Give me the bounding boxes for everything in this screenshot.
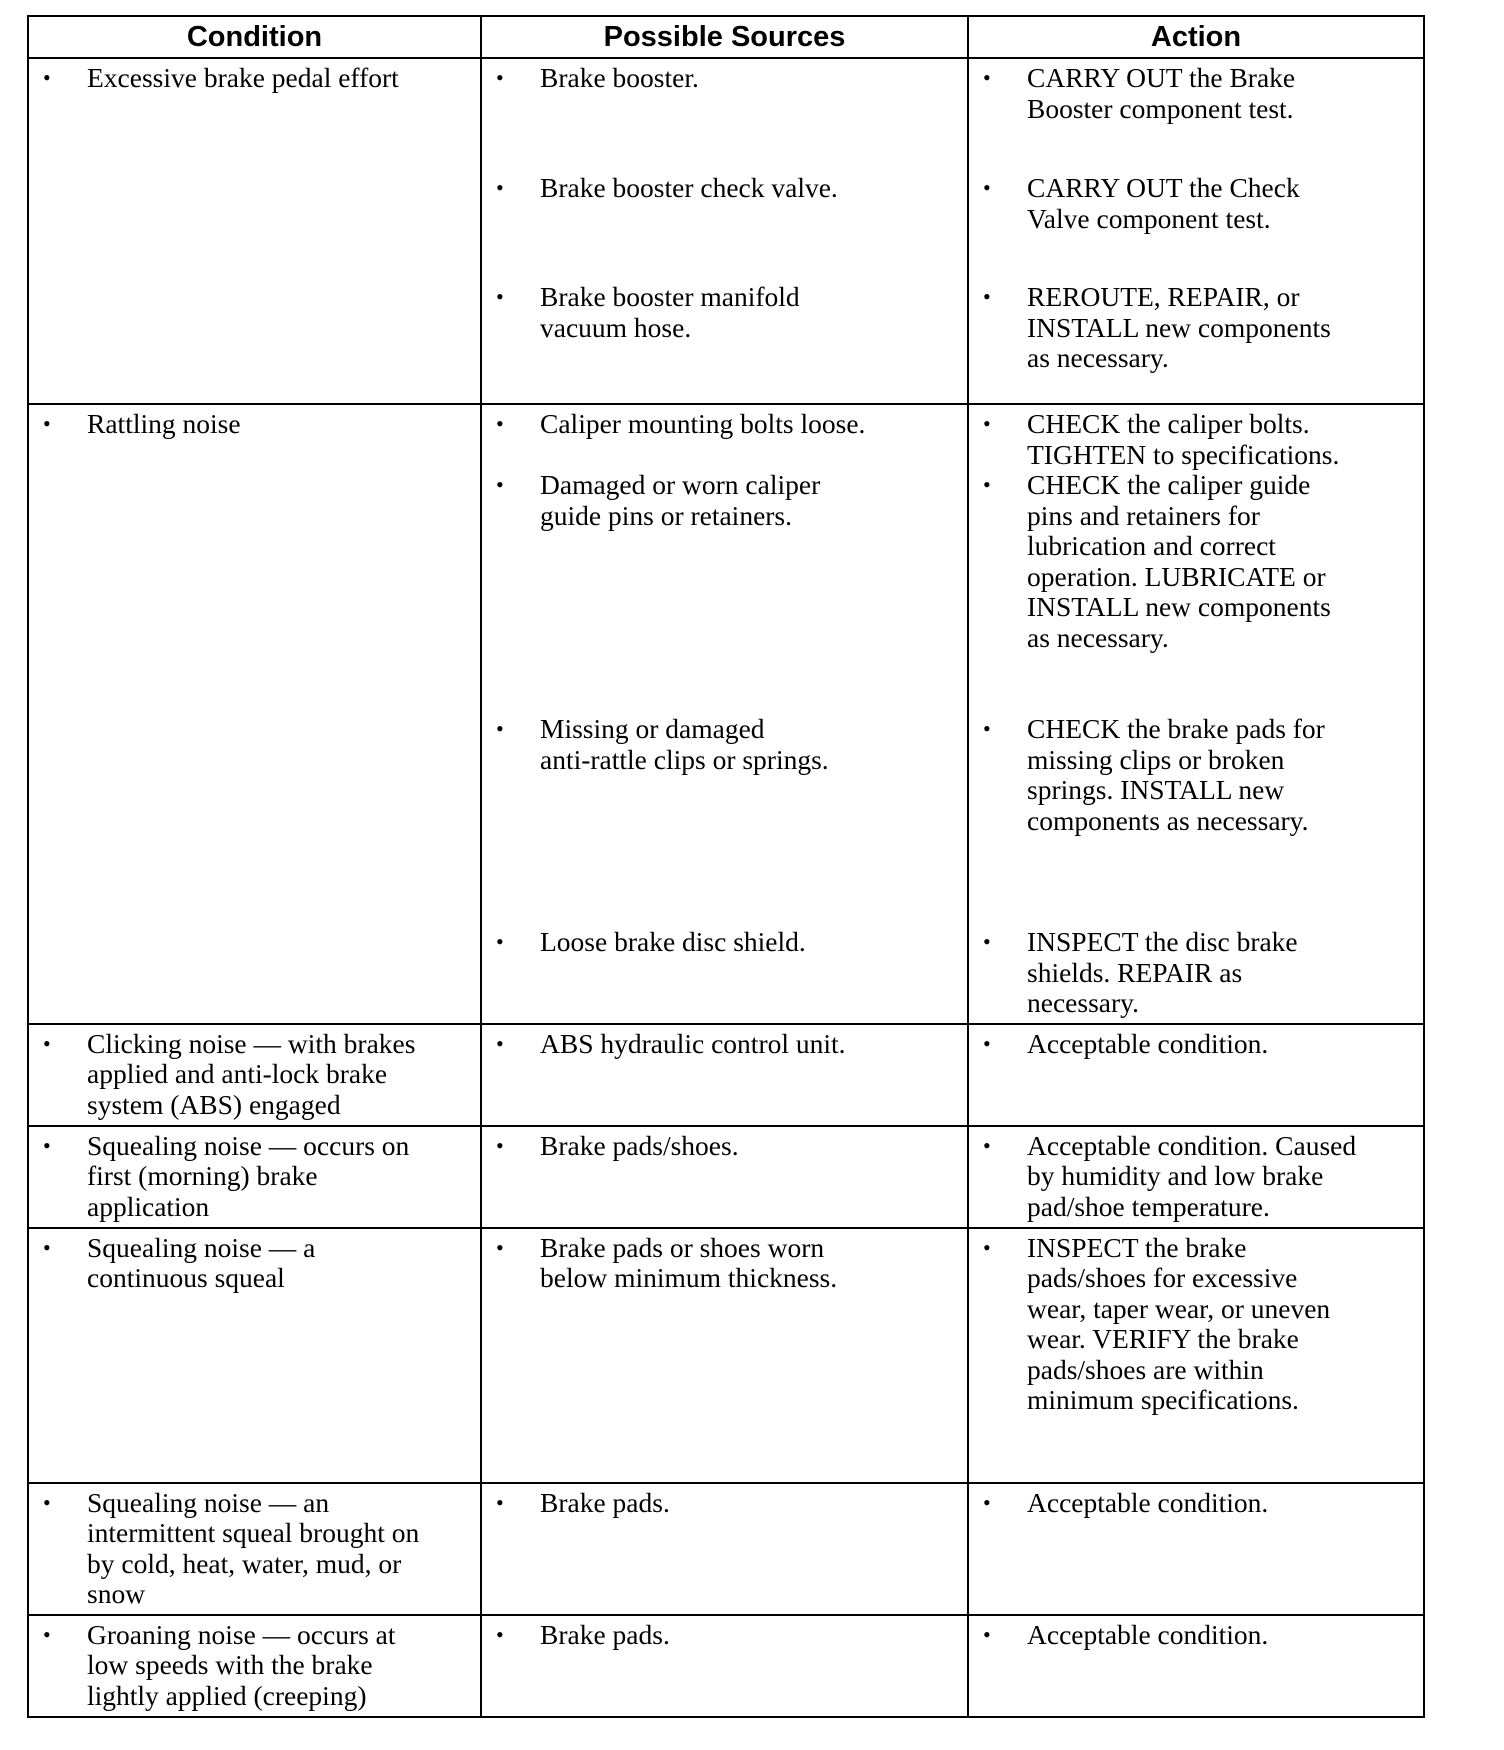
sources-cell bbox=[481, 1483, 968, 1615]
bullet-icon: • bbox=[496, 1234, 504, 1260]
bullet-icon: • bbox=[983, 929, 991, 954]
condition-text: Squealing noise — an intermittent squeal brought on by cold, heat, water, mud, or snow bbox=[87, 1486, 420, 1609]
bullet-icon: • bbox=[983, 284, 991, 309]
action-cell bbox=[968, 1126, 1424, 1228]
bullet-icon: • bbox=[983, 472, 991, 497]
source-text: Brake booster. bbox=[540, 62, 699, 93]
bullet-icon: • bbox=[43, 1489, 51, 1515]
bullet-icon: • bbox=[43, 1030, 51, 1056]
source-text: Loose brake disc shield. bbox=[540, 926, 806, 957]
table-row bbox=[28, 404, 1424, 1024]
condition-text: Squealing noise — a continuous squeal bbox=[87, 1231, 316, 1293]
bullet-icon: • bbox=[43, 411, 51, 436]
action-cell bbox=[968, 1615, 1424, 1717]
bullet-icon: • bbox=[43, 1132, 51, 1158]
source-text: Caliper mounting bolts loose. bbox=[540, 408, 866, 439]
action-text: Acceptable condition. Caused by humidity and low brake pad/shoe temperature. bbox=[1027, 1129, 1357, 1222]
sources-cell bbox=[481, 58, 968, 404]
bullet-icon: • bbox=[983, 1621, 991, 1647]
condition-cell bbox=[28, 1483, 481, 1615]
bullet-icon: • bbox=[983, 1489, 991, 1515]
bullet-icon: • bbox=[983, 411, 991, 436]
bullet-icon: • bbox=[983, 175, 991, 200]
source-text: Brake pads or shoes worn below minimum thickness. bbox=[540, 1231, 838, 1293]
action-text: INSPECT the disc brake shields. REPAIR as necessary. bbox=[1027, 926, 1298, 1018]
bullet-icon: • bbox=[496, 65, 504, 90]
bullet-icon: • bbox=[496, 1489, 504, 1515]
action-text: CARRY OUT the Brake Booster component test. bbox=[1027, 62, 1296, 124]
source-text: Brake booster manifold vacuum hose. bbox=[540, 281, 800, 343]
action-text: CHECK the caliper guide pins and retainers for lubrication and correct operation. LUBRICATE or INSTALL new components as necessary. bbox=[1027, 469, 1331, 653]
table-row bbox=[28, 1024, 1424, 1126]
table-row bbox=[28, 58, 1424, 404]
header-action: Action bbox=[968, 16, 1424, 58]
action-text: Acceptable condition. bbox=[1027, 1618, 1269, 1650]
action-text: REROUTE, REPAIR, or INSTALL new components as necessary. bbox=[1027, 281, 1331, 373]
bullet-icon: • bbox=[983, 716, 991, 741]
action-cell bbox=[968, 1024, 1424, 1126]
bullet-icon: • bbox=[496, 716, 504, 741]
bullet-icon: • bbox=[983, 65, 991, 90]
condition-cell bbox=[28, 58, 481, 404]
action-cell bbox=[968, 1228, 1424, 1483]
action-text: Acceptable condition. bbox=[1027, 1486, 1269, 1518]
condition-text: Excessive brake pedal effort bbox=[87, 62, 399, 93]
bullet-icon: • bbox=[43, 1234, 51, 1260]
source-text: Brake pads. bbox=[540, 1486, 670, 1518]
action-cell bbox=[968, 1483, 1424, 1615]
source-text: Brake pads/shoes. bbox=[540, 1129, 739, 1161]
bullet-icon: • bbox=[496, 411, 504, 436]
action-cell bbox=[968, 58, 1424, 404]
condition-text: Groaning noise — occurs at low speeds with the brake lightly applied (creeping) bbox=[87, 1618, 396, 1711]
bullet-icon: • bbox=[496, 284, 504, 309]
symptom-chart-table bbox=[27, 15, 1425, 1718]
sources-cell bbox=[481, 404, 968, 1024]
table-row bbox=[28, 1228, 1424, 1483]
bullet-icon: • bbox=[43, 65, 51, 90]
sources-cell bbox=[481, 1126, 968, 1228]
header-possible-sources: Possible Sources bbox=[481, 16, 968, 58]
bullet-icon: • bbox=[496, 1030, 504, 1056]
source-text: ABS hydraulic control unit. bbox=[540, 1027, 846, 1059]
bullet-icon: • bbox=[43, 1621, 51, 1647]
source-text: Damaged or worn caliper guide pins or retainers. bbox=[540, 469, 821, 531]
table-row bbox=[28, 1126, 1424, 1228]
bullet-icon: • bbox=[496, 1132, 504, 1158]
bullet-icon: • bbox=[983, 1030, 991, 1056]
table-row bbox=[28, 1483, 1424, 1615]
action-text: Acceptable condition. bbox=[1027, 1027, 1269, 1059]
action-cell bbox=[968, 404, 1424, 1024]
condition-cell bbox=[28, 1228, 481, 1483]
diagnosis-table-container bbox=[27, 15, 1423, 1718]
condition-text: Squealing noise — occurs on first (morning) brake application bbox=[87, 1129, 410, 1222]
bullet-icon: • bbox=[496, 175, 504, 200]
condition-cell bbox=[28, 1024, 481, 1126]
bullet-icon: • bbox=[983, 1234, 991, 1260]
sources-cell bbox=[481, 1615, 968, 1717]
condition-cell bbox=[28, 404, 481, 1024]
action-text: CHECK the brake pads for missing clips or broken springs. INSTALL new components as necessary. bbox=[1027, 713, 1325, 836]
sources-cell bbox=[481, 1228, 968, 1483]
header-condition: Condition bbox=[28, 16, 481, 58]
condition-cell bbox=[28, 1615, 481, 1717]
header-row bbox=[28, 16, 1424, 58]
action-text: CHECK the caliper bolts. TIGHTEN to specifications. bbox=[1027, 408, 1340, 470]
condition-cell bbox=[28, 1126, 481, 1228]
condition-text: Clicking noise — with brakes applied and anti-lock brake system (ABS) engaged bbox=[87, 1027, 416, 1120]
source-text: Brake pads. bbox=[540, 1618, 670, 1650]
action-text: CARRY OUT the Check Valve component test. bbox=[1027, 172, 1300, 234]
bullet-icon: • bbox=[496, 1621, 504, 1647]
source-text: Missing or damaged anti-rattle clips or springs. bbox=[540, 713, 829, 775]
condition-text: Rattling noise bbox=[87, 408, 241, 439]
sources-cell bbox=[481, 1024, 968, 1126]
source-text: Brake booster check valve. bbox=[540, 172, 838, 203]
bullet-icon: • bbox=[496, 929, 504, 954]
bullet-icon: • bbox=[983, 1132, 991, 1158]
table-row bbox=[28, 1615, 1424, 1717]
bullet-icon: • bbox=[496, 472, 504, 497]
action-text: INSPECT the brake pads/shoes for excessive wear, taper wear, or uneven wear. VERIFY the brake pads/shoes are within minimum specifications. bbox=[1027, 1231, 1331, 1415]
